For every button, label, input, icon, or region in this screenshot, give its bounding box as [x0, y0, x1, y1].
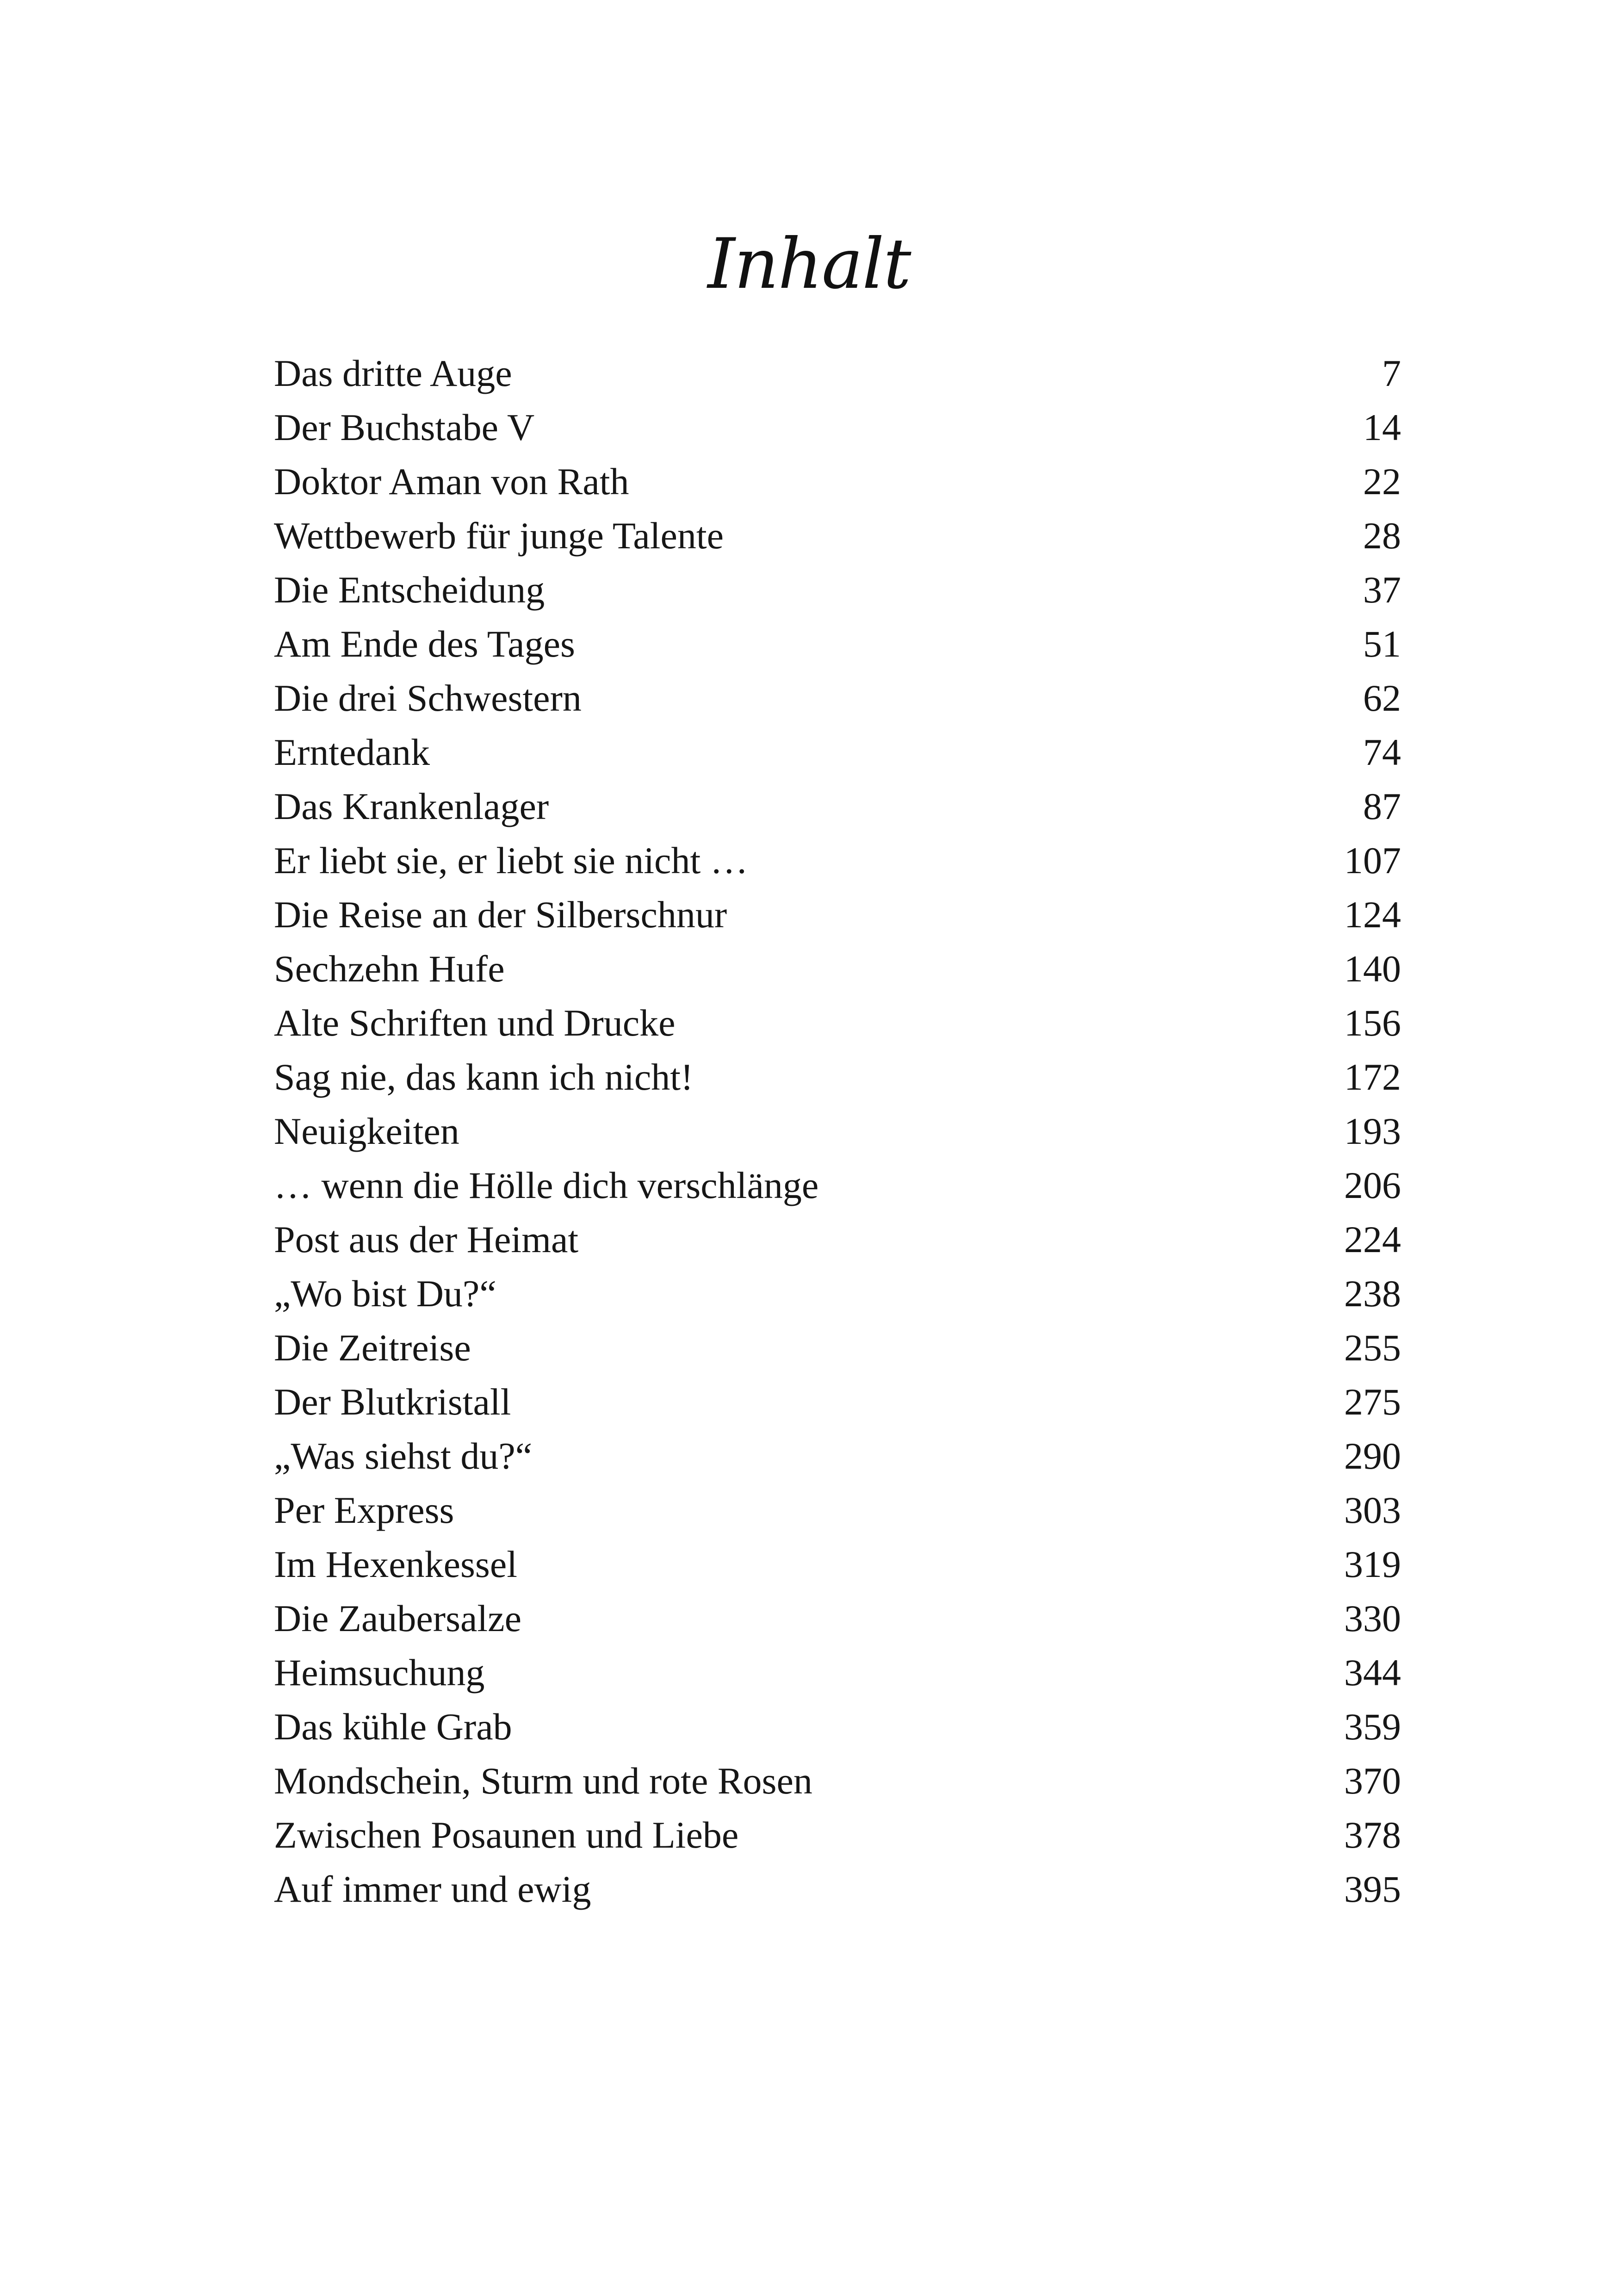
toc-entry	[274, 1266, 1401, 1321]
toc-entry	[274, 454, 1401, 509]
toc-entry	[274, 671, 1401, 725]
toc-entry	[274, 779, 1401, 833]
toc-entry	[274, 1808, 1401, 1862]
toc-entry	[274, 1212, 1401, 1266]
toc-entry-title: Die Zaubersalze	[274, 1597, 521, 1639]
toc-entry-page: 359	[1344, 1706, 1401, 1748]
toc-entry-title: Neuigkeiten	[274, 1110, 459, 1152]
toc-entry	[274, 996, 1401, 1050]
toc-entry-page: 28	[1363, 515, 1401, 557]
toc-entry-title: Alte Schriften und Drucke	[274, 1002, 676, 1044]
toc-entry-title: Zwischen Posaunen und Liebe	[274, 1814, 739, 1856]
toc-entry-page: 330	[1344, 1597, 1401, 1639]
toc-entry-title: Erntedank	[274, 731, 430, 773]
toc-entry-page: 290	[1344, 1435, 1401, 1477]
toc-entry-page: 224	[1344, 1218, 1401, 1260]
toc-entry-page: 370	[1344, 1760, 1401, 1802]
toc-entry	[274, 1483, 1401, 1537]
toc-entry-title: Das kühle Grab	[274, 1706, 512, 1748]
toc-entry	[274, 1700, 1401, 1754]
toc-entry-title: Sechzehn Hufe	[274, 948, 505, 990]
toc-entry-title: Sag nie, das kann ich nicht!	[274, 1056, 694, 1098]
toc-entry	[274, 1862, 1401, 1916]
toc-entry	[274, 1158, 1401, 1212]
toc-entry	[274, 400, 1401, 454]
toc-entry-page: 193	[1344, 1110, 1401, 1152]
toc-entry	[274, 1754, 1401, 1808]
toc-entry-title: Das Krankenlager	[274, 785, 549, 827]
toc-entry-title: Die Reise an der Silberschnur	[274, 894, 727, 936]
toc-entry	[274, 1591, 1401, 1645]
toc-entry-title: Er liebt sie, er liebt sie nicht …	[274, 839, 748, 881]
toc-entry-page: 14	[1363, 406, 1401, 448]
toc-entry-title: Auf immer und ewig	[274, 1868, 591, 1910]
toc-entry	[274, 509, 1401, 563]
toc-entry-page: 87	[1363, 785, 1401, 827]
toc-entry-page: 172	[1344, 1056, 1401, 1098]
toc-entry	[274, 1645, 1401, 1700]
toc-entry	[274, 563, 1401, 617]
toc-entry	[274, 346, 1401, 400]
toc-entry-page: 255	[1344, 1327, 1401, 1369]
toc-entry-title: Der Blutkristall	[274, 1381, 511, 1423]
toc-entry-title: Im Hexenkessel	[274, 1543, 517, 1585]
toc-entry-page: 344	[1344, 1651, 1401, 1694]
toc-entry-title: Doktor Aman von Rath	[274, 460, 629, 503]
toc-entry-page: 74	[1363, 731, 1401, 773]
toc-entry-title: Die drei Schwestern	[274, 677, 582, 719]
toc-entry-page: 22	[1363, 460, 1401, 503]
toc-entry-title: Mondschein, Sturm und rote Rosen	[274, 1760, 812, 1802]
toc-entry-title: Am Ende des Tages	[274, 623, 575, 665]
toc-entry-page: 238	[1344, 1272, 1401, 1315]
table-of-contents	[274, 346, 1401, 1916]
toc-entry-title: Das dritte Auge	[274, 352, 512, 394]
toc-entry-page: 206	[1344, 1164, 1401, 1206]
toc-entry-page: 51	[1363, 623, 1401, 665]
toc-entry-page: 37	[1363, 569, 1401, 611]
toc-entry-page: 319	[1344, 1543, 1401, 1585]
toc-entry-page: 395	[1344, 1868, 1401, 1910]
toc-entry-page: 303	[1344, 1489, 1401, 1531]
toc-entry	[274, 1375, 1401, 1429]
toc-entry-page: 124	[1344, 894, 1401, 936]
toc-entry-title: Heimsuchung	[274, 1651, 485, 1694]
toc-entry-title: Per Express	[274, 1489, 454, 1531]
toc-entry-page: 62	[1363, 677, 1401, 719]
toc-entry-title: Der Buchstabe V	[274, 406, 535, 448]
toc-entry-title: Die Entscheidung	[274, 569, 545, 611]
toc-entry-page: 107	[1344, 839, 1401, 881]
toc-entry	[274, 1321, 1401, 1375]
toc-entry-page: 378	[1344, 1814, 1401, 1856]
toc-entry	[274, 1537, 1401, 1591]
toc-entry-title: „Wo bist Du?“	[274, 1272, 496, 1315]
toc-entry	[274, 833, 1401, 887]
toc-entry	[274, 617, 1401, 671]
toc-entry-title: Die Zeitreise	[274, 1327, 471, 1369]
toc-entry-page: 275	[1344, 1381, 1401, 1423]
toc-entry-page: 156	[1344, 1002, 1401, 1044]
toc-entry	[274, 1429, 1401, 1483]
toc-entry	[274, 1104, 1401, 1158]
toc-entry-page: 7	[1382, 352, 1401, 394]
toc-entry-title: Post aus der Heimat	[274, 1218, 579, 1260]
toc-entry-page: 140	[1344, 948, 1401, 990]
toc-entry-title: „Was siehst du?“	[274, 1435, 533, 1477]
toc-entry	[274, 942, 1401, 996]
toc-entry-title: … wenn die Hölle dich verschlänge	[274, 1164, 819, 1206]
toc-entry	[274, 887, 1401, 942]
page-title: Inhalt	[707, 223, 911, 304]
toc-entry	[274, 725, 1401, 779]
toc-entry-title: Wettbewerb für junge Talente	[274, 515, 724, 557]
toc-entry	[274, 1050, 1401, 1104]
